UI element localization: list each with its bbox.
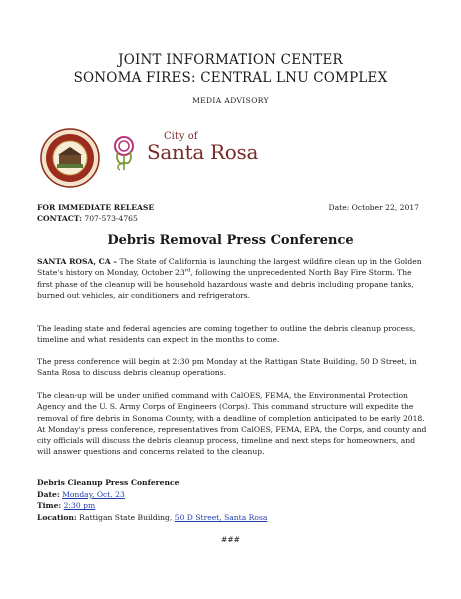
date-link[interactable]: Monday, Oct. 23 xyxy=(62,489,125,499)
logo-city-of: City of xyxy=(164,131,198,142)
paragraph-2: The leading state and federal agencies are coming together to outline the debris cleanup process, timeline and what residents can expect in the months to come. xyxy=(37,324,416,345)
logo-city-name: Santa Rosa xyxy=(147,140,259,164)
header-line-3: MEDIA ADVISORY xyxy=(192,96,269,105)
contact-line xyxy=(37,213,138,224)
release-date: Date: October 22, 2017 xyxy=(328,203,419,212)
contact-label: CONTACT: xyxy=(37,214,82,223)
header-line-1: JOINT INFORMATION CENTER xyxy=(118,52,343,68)
paragraph-4: The clean-up will be under unified command with CalOES, FEMA, the Environmental Protection Agency and the U. S. Army Corps of Engineers (Corps). This command structure will expedite the removal of fire debris in Sonoma County, with a deadline of completion anticipated to be early 2018. At Monday's press conference, representatives from CalOES, FEMA, EPA, the Corps, and county and city officials will discuss the debris cleanup process, timeline and next steps for homeowners, and will answer questions and concerns related to the cleanup. xyxy=(37,391,427,457)
page-title: Debris Removal Press Conference xyxy=(107,233,354,248)
time-link[interactable]: 2:30 pm xyxy=(63,501,96,511)
header-line-2: SONOMA FIRES: CENTRAL LNU COMPLEX xyxy=(73,70,388,86)
location-label: Location: xyxy=(37,512,77,522)
county-seal-icon xyxy=(40,128,100,188)
end-mark: ### xyxy=(220,535,241,544)
paragraph-1-text-a: The State of California is launching the largest wildfire clean up in the Golden State's history on Monday, October 23 xyxy=(37,257,422,278)
event-heading: Debris Cleanup Press Conference xyxy=(37,478,180,487)
paragraph-3: The press conference will begin at 2:30 pm Monday at the Rattigan State Building, 50 D Street, in Santa Rosa to discuss debris cleanup operations. xyxy=(37,357,417,378)
ordinal-suffix: rd xyxy=(184,267,191,274)
location-text: Rattigan State Building, xyxy=(76,512,175,522)
paragraph-1-text-b: , following the unprecedented North Bay Fire Storm. The first phase of the cleanup will be household hazardous waste and debris including propane tanks, burned out vehicles, air conditioners and refrigerators. xyxy=(37,268,414,300)
paragraph-1 xyxy=(37,256,429,301)
date-label: Date: xyxy=(37,489,60,499)
release-label: FOR IMMEDIATE RELEASE xyxy=(37,203,155,212)
contact-phone: 707-573-4765 xyxy=(81,214,138,223)
time-label: Time: xyxy=(37,501,62,511)
location-link[interactable]: 50 D Street, Santa Rosa xyxy=(174,512,268,522)
dateline: SANTA ROSA, CA – xyxy=(37,257,118,266)
event-details xyxy=(37,477,267,523)
